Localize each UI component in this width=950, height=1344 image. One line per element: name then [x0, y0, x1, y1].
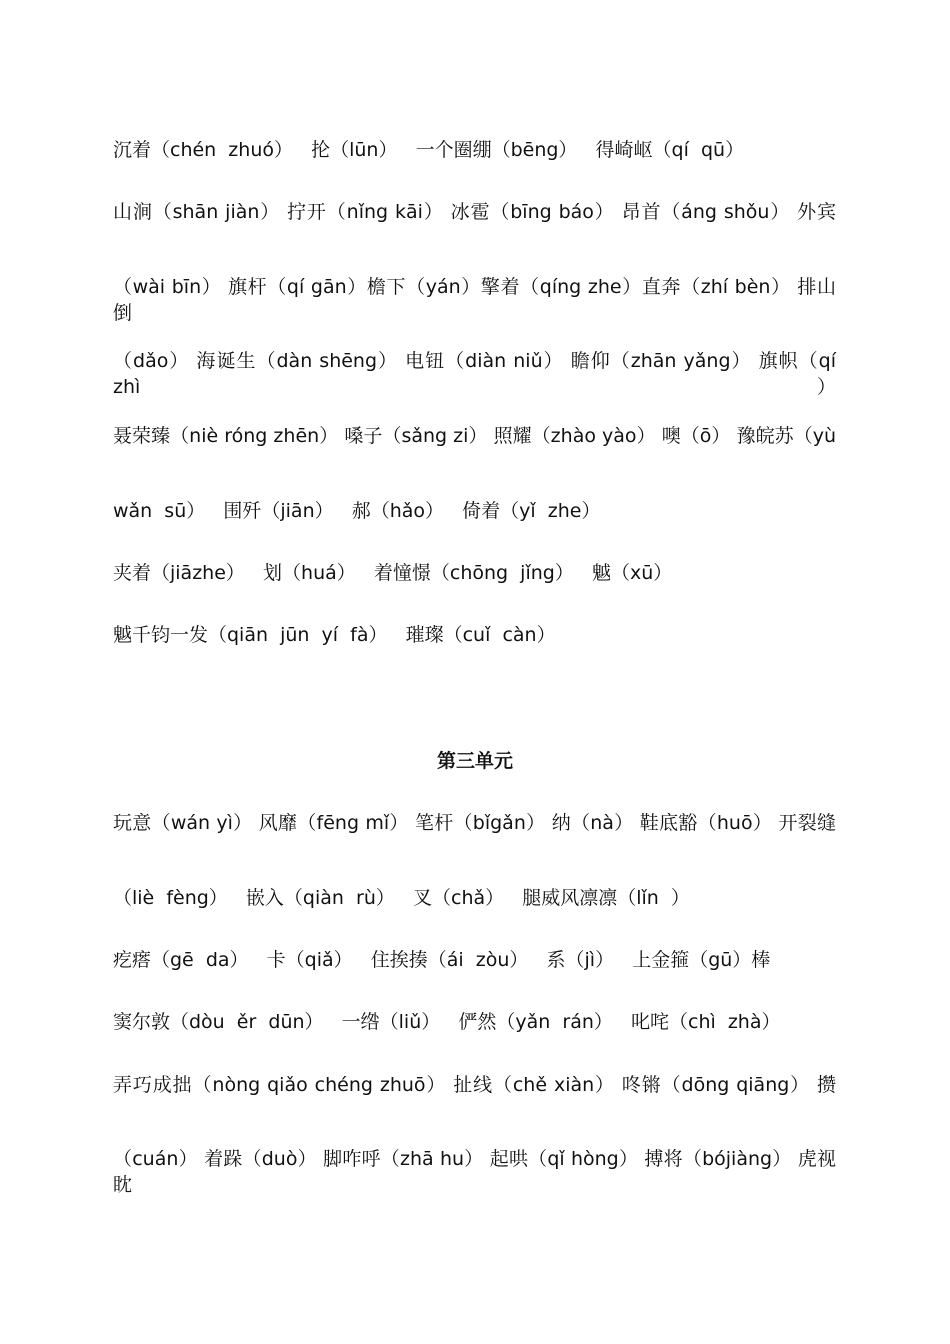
text-line-4: （dǎo） 海诞生（dàn shēng） 电钮（diàn niǔ） 瞻仰（zhān yǎng） 旗帜（qí zhì） — [113, 350, 836, 398]
text-line-10: （liè fèng） 嵌入（qiàn rù） 叉（chǎ） 腿威风凛凛（lǐn ） — [113, 887, 690, 909]
text-line-5: 聂荣臻（niè róng zhēn） 嗓子（sǎng zi） 照耀（zhào yào） 噢（ō） 豫皖苏（yù — [113, 425, 836, 447]
text-line-13: 弄巧成拙（nòng qiǎo chéng zhuō） 扯线（chě xiàn） 咚锵（dōng qiāng） 攒 — [113, 1074, 836, 1096]
text-line-6: wǎn sū） 围歼（jiān） 郝（hǎo） 倚着（yǐ zhe） — [113, 500, 601, 522]
text-line-8: 魆千钧一发（qiān jūn yí fà） 璀璨（cuǐ càn） — [113, 624, 556, 646]
text-line-1: 沉着（chén zhuó） 抡（lūn） 一个圈绷（bēng） 得崎岖（qí qū） — [113, 139, 745, 161]
text-line-7: 夹着（jiāzhe） 划（huá） 着憧憬（chōng jǐng） 魆（xū） — [113, 562, 673, 584]
text-line-3: （wài bīn） 旗杆（qí gān）檐下（yán）擎着（qíng zhe）直奔（zhí bèn） 排山倒 — [113, 276, 836, 324]
section-heading: 第三单元 — [436, 750, 513, 772]
text-line-9: 玩意（wán yì） 风靡（fēng mǐ） 笔杆（bǐgǎn） 纳（nà） 鞋底豁（huō） 开裂缝 — [113, 812, 836, 834]
text-line-12: 窦尔敦（dòu ěr dūn） 一绺（liǔ） 俨然（yǎn rán） 叱咤（chì zhà） — [113, 1011, 781, 1033]
text-line-11: 疙瘩（gē da） 卡（qiǎ） 住挨揍（ái zòu） 系（jì） 上金箍（gū）棒 — [113, 949, 771, 971]
text-line-14: （cuán） 着跺（duò） 脚咋呼（zhā hu） 起哄（qǐ hòng） 搏将（bójiàng） 虎视眈 — [113, 1148, 836, 1196]
text-line-2: 山涧（shān jiàn） 拧开（nǐng kāi） 冰雹（bīng báo） 昂首（áng shǒu） 外宾 — [113, 201, 836, 223]
